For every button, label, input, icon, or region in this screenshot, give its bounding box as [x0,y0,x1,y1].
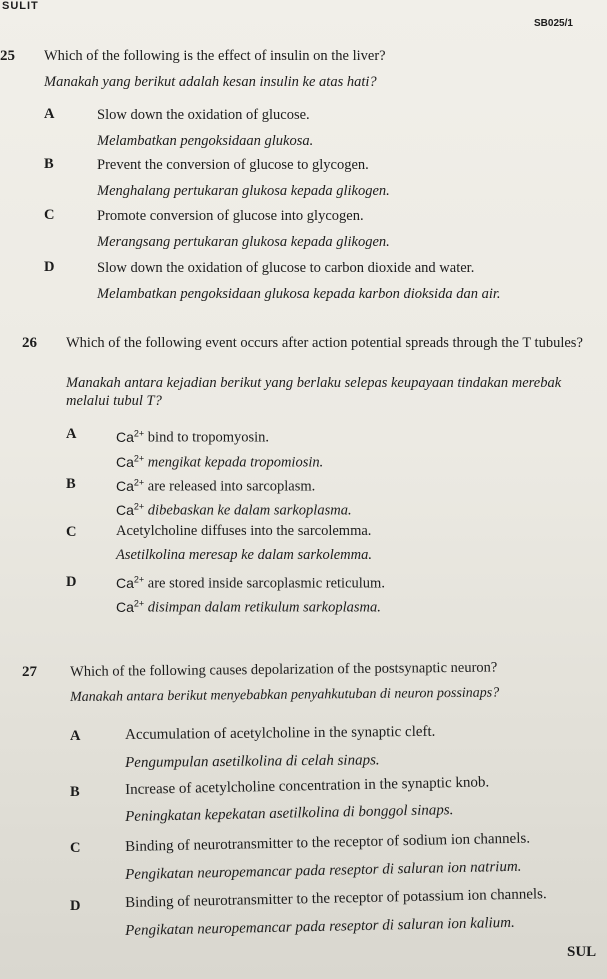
paper-code: SB025/1 [534,18,573,29]
ion-charge: 2+ [133,574,145,584]
option-text: Increase of acetylcholine concentration in the synaptic knob. [125,774,490,798]
option-translation [116,497,352,520]
question-text: Which of the following event occurs after action potential spreads through the T tubules? [66,335,583,351]
option-text [116,424,269,447]
option-translation: Asetilkolina meresap ke dalam sarkolemma. [116,547,372,563]
option-text [116,570,385,593]
question-number: 27 [22,664,37,680]
option-letter: C [44,207,55,223]
calcium-ion [116,599,144,615]
ion-charge: 2+ [133,477,145,487]
option-letter: A [70,728,81,744]
option-translation: Pengumpulan asetilkolina di celah sinaps. [125,752,380,771]
option-letter: D [44,259,55,275]
option-text: Prevent the conversion of glucose to glycogen. [97,157,369,173]
option-letter: A [44,106,55,122]
option-text-body: are released into sarcoplasm. [147,478,316,495]
ion-symbol: Ca [116,574,134,591]
option-text: Acetylcholine diffuses into the sarcolemma. [116,523,372,539]
header-label: SULIT [2,0,39,12]
question-translation: Manakah antara berikut menyebabkan penyahkutuban di neuron possinaps? [70,685,500,705]
option-text: Binding of neurotransmitter to the receptor of potassium ion channels. [125,886,547,911]
ion-charge: 2+ [133,428,145,438]
option-translation [116,449,323,472]
option-text: Slow down the oxidation of glucose to carbon dioxide and water. [97,260,475,276]
ion-symbol: Ca [116,428,134,445]
option-text: Binding of neurotransmitter to the receptor of sodium ion channels. [125,830,531,855]
option-translation-body: dibebaskan ke dalam sarkoplasma. [147,502,352,519]
question-number: 25 [0,48,15,64]
option-letter: D [66,574,77,590]
option-translation: Peningkatan kepekatan asetilkolina di bonggol sinaps. [125,802,454,825]
ion-symbol: Ca [116,453,134,470]
ion-symbol: Ca [116,501,134,518]
ion-symbol: Ca [116,477,134,494]
option-translation: Melambatkan pengoksidaan glukosa. [97,133,314,149]
option-text [116,473,315,496]
ion-charge: 2+ [133,501,145,511]
ion-symbol: Ca [116,598,134,615]
footer-label: SUL [567,944,597,960]
question-number: 26 [22,335,37,351]
option-text-body: bind to tropomyosin. [147,429,270,446]
option-letter: C [66,524,77,540]
option-text: Slow down the oxidation of glucose. [97,107,310,123]
question-translation: Manakah antara kejadian berikut yang berlaku selepas keupayaan tindakan merebak melalui tubul T? [66,375,562,409]
option-translation: Pengikatan neuropemancar pada reseptor di saluran ion natrium. [125,858,522,883]
calcium-ion [116,429,144,445]
calcium-ion [116,575,144,591]
question-text: Which of the following causes depolarization of the postsynaptic neuron? [70,659,498,680]
option-letter: D [70,898,81,914]
option-translation: Melambatkan pengoksidaan glukosa kepada karbon dioksida dan air. [97,286,501,302]
question-text: Which of the following is the effect of insulin on the liver? [44,48,386,64]
option-translation-body: disimpan dalam retikulum sarkoplasma. [147,599,381,616]
option-letter: B [70,784,80,800]
option-translation-body: mengikat kepada tropomiosin. [147,454,324,471]
option-letter: C [70,840,81,856]
option-letter: B [44,156,54,172]
ion-charge: 2+ [133,453,145,463]
calcium-ion [116,502,144,518]
calcium-ion [116,478,144,494]
calcium-ion [116,454,144,470]
question-translation: Manakah yang berikut adalah kesan insulin ke atas hati? [44,74,377,90]
option-text-body: are stored inside sarcoplasmic reticulum. [147,575,385,592]
option-translation: Merangsang pertukaran glukosa kepada glikogen. [97,234,390,250]
option-translation: Pengikatan neuropemancar pada reseptor di saluran ion kalium. [125,914,515,939]
option-translation [116,594,381,617]
option-translation: Menghalang pertukaran glukosa kepada glikogen. [97,183,390,199]
option-letter: A [66,426,77,442]
ion-charge: 2+ [133,598,145,608]
option-text: Accumulation of acetylcholine in the synaptic cleft. [125,723,436,743]
option-letter: B [66,476,76,492]
option-text: Promote conversion of glucose into glycogen. [97,208,364,224]
